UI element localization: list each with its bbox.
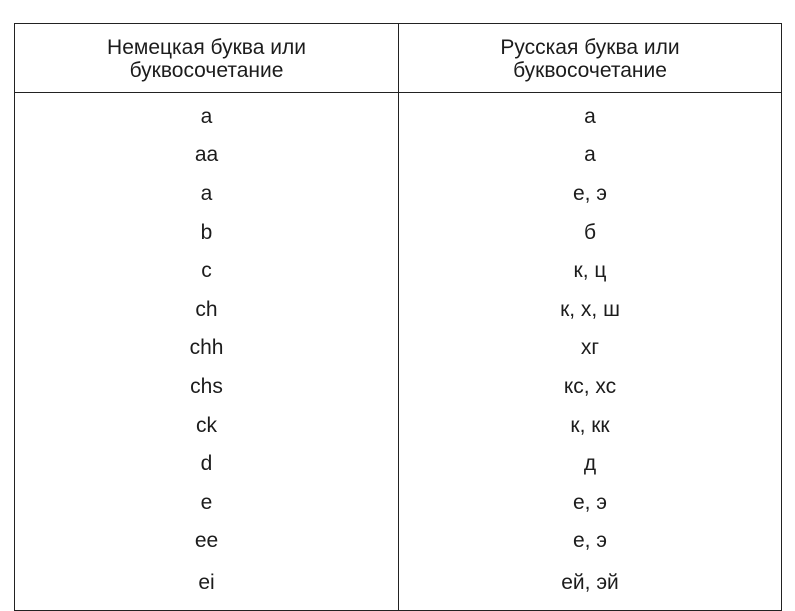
header-russian-letter [399, 24, 782, 93]
table-body [15, 93, 782, 611]
german-cell: a [15, 93, 399, 136]
table-row [15, 251, 782, 290]
german-cell: ei [15, 560, 399, 611]
table-row [15, 136, 782, 175]
header-german-line1: Немецкая буква или [107, 35, 306, 59]
german-cell: ee [15, 522, 399, 561]
transliteration-table [14, 23, 782, 611]
table-row [15, 367, 782, 406]
header-german-letter [15, 24, 399, 93]
table-row [15, 213, 782, 252]
table-row [15, 174, 782, 213]
russian-cell: ей, эй [399, 560, 782, 611]
header-russian-line2: буквосочетание [513, 59, 667, 82]
russian-cell: к, х, ш [399, 290, 782, 329]
russian-cell: е, э [399, 483, 782, 522]
russian-cell: к, кк [399, 406, 782, 445]
german-cell: e [15, 483, 399, 522]
table-row [15, 93, 782, 136]
russian-cell: б [399, 213, 782, 252]
german-cell: chs [15, 367, 399, 406]
header-russian-line1: Русская буква или [500, 35, 680, 59]
table-row [15, 406, 782, 445]
german-cell: aa [15, 136, 399, 175]
german-cell: b [15, 213, 399, 252]
table-row [15, 444, 782, 483]
german-cell: c [15, 251, 399, 290]
table-header [15, 24, 782, 93]
russian-cell: а [399, 93, 782, 136]
german-cell: ck [15, 406, 399, 445]
german-cell: chh [15, 329, 399, 368]
table-row [15, 329, 782, 368]
russian-cell: д [399, 444, 782, 483]
russian-cell: е, э [399, 522, 782, 561]
table-row [15, 522, 782, 561]
header-row [15, 24, 782, 93]
header-german-line2: буквосочетание [129, 59, 284, 82]
russian-cell: е, э [399, 174, 782, 213]
table-row [15, 290, 782, 329]
russian-cell: а [399, 136, 782, 175]
russian-cell: хг [399, 329, 782, 368]
table-row [15, 483, 782, 522]
german-cell: a [15, 174, 399, 213]
russian-cell: кс, хс [399, 367, 782, 406]
russian-cell: к, ц [399, 251, 782, 290]
german-cell: ch [15, 290, 399, 329]
table-row [15, 560, 782, 611]
german-cell: d [15, 444, 399, 483]
